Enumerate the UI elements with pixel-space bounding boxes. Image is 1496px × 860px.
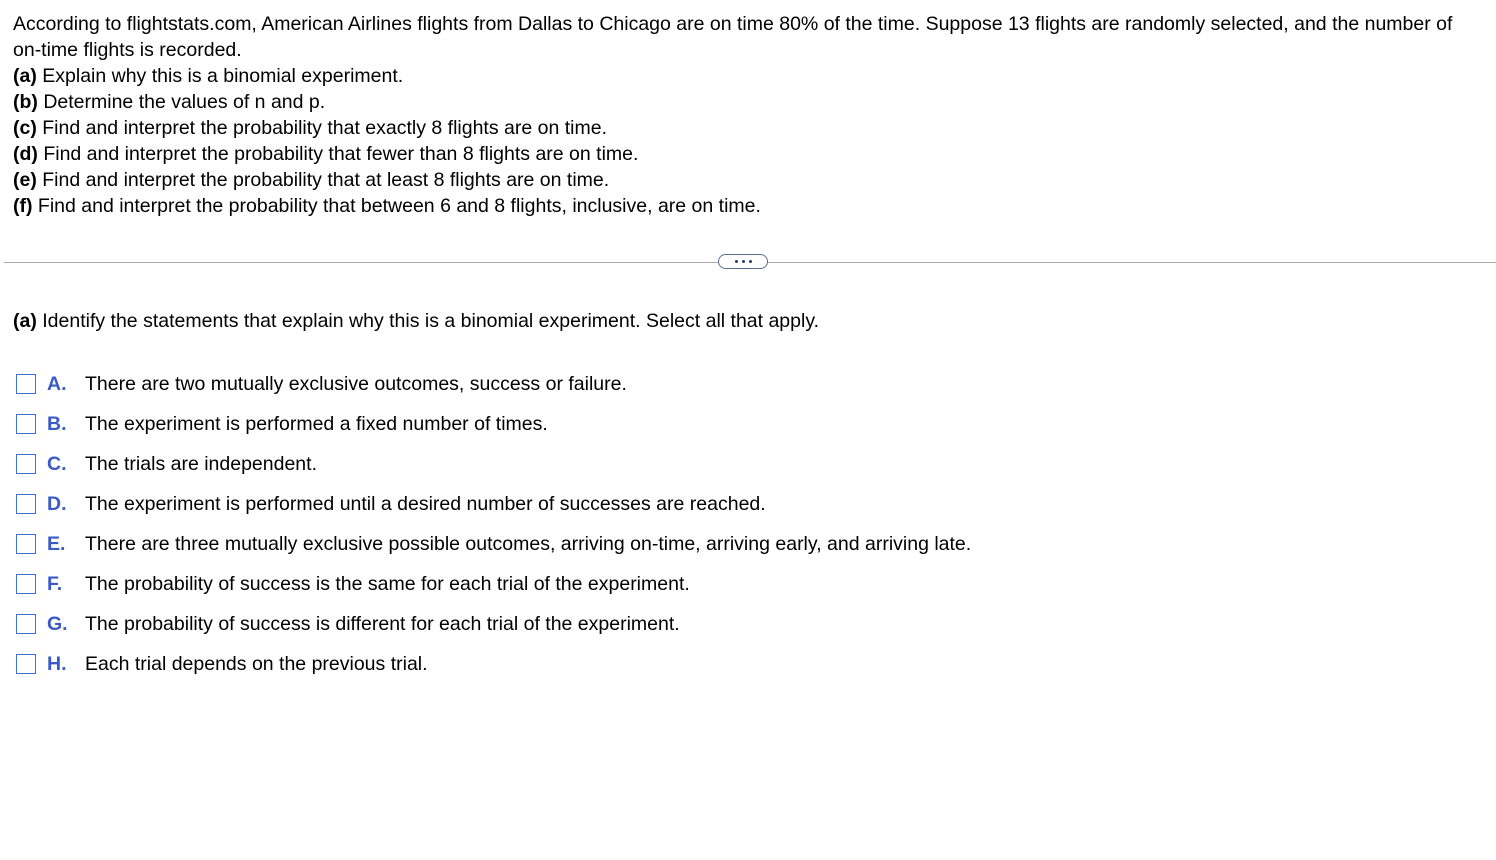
ellipsis-icon: [735, 260, 738, 263]
option-checkbox[interactable]: [16, 654, 36, 674]
part-label: (c): [13, 117, 37, 139]
option-text: Each trial depends on the previous trial.: [85, 653, 428, 675]
part-text: Find and interpret the probability that between 6 and 8 flights, inclusive, are on time.: [32, 195, 761, 217]
part-label: (d): [13, 143, 38, 165]
option-text: The probability of success is different for each trial of the experiment.: [85, 613, 680, 635]
question-text: Identify the statements that explain why this is a binomial experiment. Select all that apply.: [36, 310, 820, 332]
option-text: The experiment is performed until a desired number of successes are reached.: [85, 493, 766, 515]
problem-intro: According to flightstats.com, American Airlines flights from Dallas to Chicago are on time 80% of the time. Suppose 13 flights are randomly selected, and the number of on-time flights is recorded.: [13, 13, 1453, 61]
part-text: Explain why this is a binomial experiment.: [36, 65, 404, 87]
option-letter: A.: [47, 373, 67, 395]
problem-statement: [13, 11, 1483, 219]
option-letter: F.: [47, 573, 63, 595]
ellipsis-icon: [742, 260, 745, 263]
part-text: Find and interpret the probability that fewer than 8 flights are on time.: [37, 143, 639, 165]
problem-part-e: [13, 167, 1483, 193]
option-text: The experiment is performed a fixed number of times.: [85, 413, 548, 435]
option-checkbox[interactable]: [16, 454, 36, 474]
option-text: The trials are independent.: [85, 453, 317, 475]
part-text: Determine the values of n and p.: [37, 91, 326, 113]
question-prompt: [13, 308, 819, 334]
option-letter: C.: [47, 453, 67, 475]
option-f[interactable]: [16, 572, 971, 612]
problem-part-c: [13, 115, 1483, 141]
option-h[interactable]: [16, 652, 971, 692]
problem-part-f: [13, 193, 1483, 219]
part-label: (a): [13, 65, 37, 87]
part-label: (b): [13, 91, 38, 113]
option-text: The probability of success is the same for each trial of the experiment.: [85, 573, 690, 595]
part-label: (e): [13, 169, 37, 191]
show-more-button[interactable]: [718, 254, 768, 269]
option-g[interactable]: [16, 612, 971, 652]
part-text: Find and interpret the probability that exactly 8 flights are on time.: [36, 117, 607, 139]
option-letter: H.: [47, 653, 67, 675]
part-label: (f): [13, 195, 33, 217]
option-checkbox[interactable]: [16, 534, 36, 554]
option-text: There are three mutually exclusive possible outcomes, arriving on-time, arriving early, and arriving late.: [85, 533, 972, 555]
part-text: Find and interpret the probability that at least 8 flights are on time.: [36, 169, 610, 191]
option-checkbox[interactable]: [16, 494, 36, 514]
option-letter: G.: [47, 613, 68, 635]
option-checkbox[interactable]: [16, 614, 36, 634]
problem-part-a: [13, 63, 1483, 89]
question-label: (a): [13, 310, 37, 332]
ellipsis-icon: [749, 260, 752, 263]
problem-part-b: [13, 89, 1483, 115]
option-checkbox[interactable]: [16, 414, 36, 434]
option-c[interactable]: [16, 452, 971, 492]
option-e[interactable]: [16, 532, 971, 572]
option-a[interactable]: [16, 372, 971, 412]
option-b[interactable]: [16, 412, 971, 452]
option-letter: D.: [47, 493, 67, 515]
option-letter: B.: [47, 413, 67, 435]
option-checkbox[interactable]: [16, 574, 36, 594]
option-d[interactable]: [16, 492, 971, 532]
answer-options: [16, 372, 971, 692]
option-checkbox[interactable]: [16, 374, 36, 394]
option-text: There are two mutually exclusive outcomes, success or failure.: [85, 373, 627, 395]
option-letter: E.: [47, 533, 66, 555]
problem-part-d: [13, 141, 1483, 167]
